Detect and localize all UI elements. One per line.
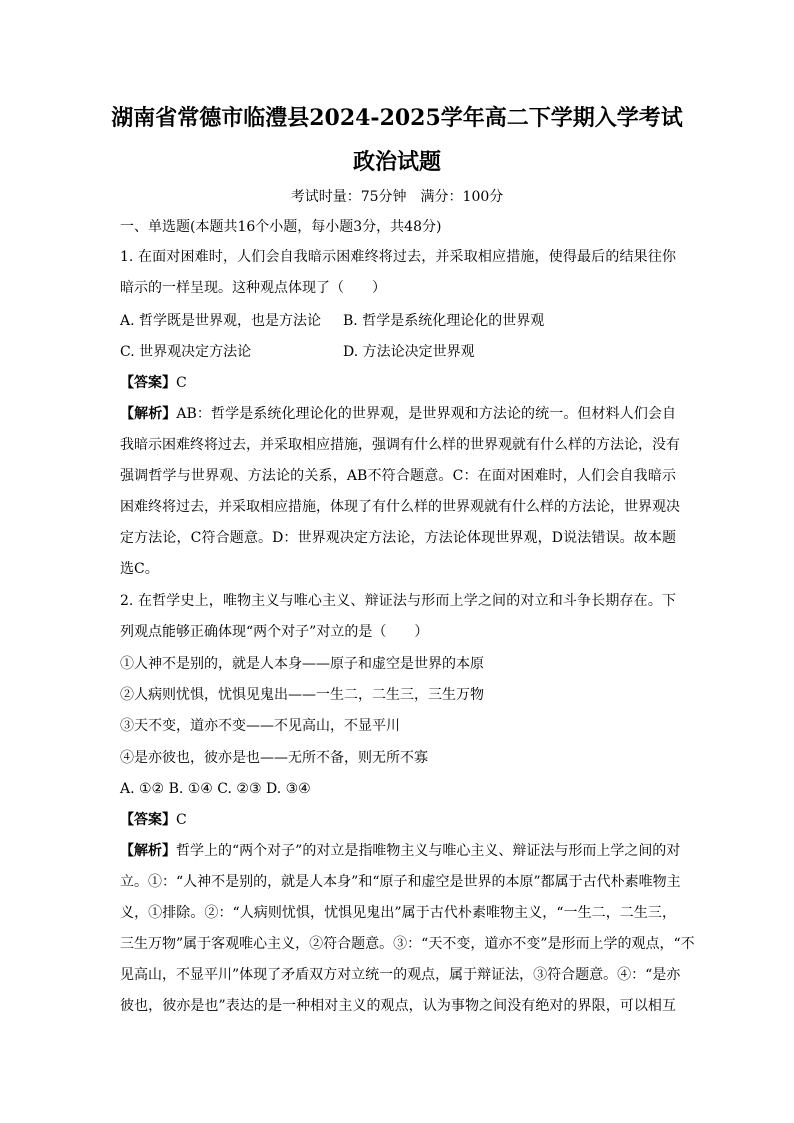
q1-analysis-line-2: 我暗示困难终将过去，并采取相应措施，强调有什么样的世界观就有什么样的方法论，没有	[120, 437, 680, 453]
q1-stem-line-1: 1. 在面对困难时，人们会自我暗示困难终将过去，并采取相应措施，使得最后的结果往你	[120, 249, 676, 265]
q2-item-3: ③天不变，道亦不变——不见高山，不显平川	[120, 718, 400, 734]
q2-analysis-label: 【解析】	[120, 843, 176, 859]
q2-analysis-line-5: 见高山，不显平川”体现了矛盾双方对立统一的观点，属于辩证法，③符合题意。④：“是亦	[120, 967, 681, 983]
q2-item-1: ①人神不是别的，就是人本身——原子和虚空是世界的本原	[120, 656, 484, 672]
q2-analysis-line-2: 立。①：“人神不是别的，就是人本身”和“原子和虚空是世界的本原”都属于古代朴素唯物主	[120, 874, 681, 890]
exam-info: 考试时量：75分钟 满分：100分	[290, 189, 504, 205]
q1-stem-line-2: 暗示的一样呈现。这种观点体现了（ ）	[120, 280, 386, 296]
q1-analysis-line-5: 定方法论，C符合题意。D：世界观决定方法论，方法论体现世界观，D说法错误。故本题	[120, 530, 676, 546]
q1-answer	[120, 373, 187, 393]
q2-stem-line-2: 列观点能够正确体现“两个对子”对立的是（ ）	[120, 624, 429, 640]
q2-answer-value: C	[176, 812, 187, 828]
q2-analysis-line-3: 义，①排除。②：“人病则忧惧，忧惧见鬼出”属于古代朴素唯物主义，“一生二，二生三，	[120, 905, 676, 921]
q2-options: A. ①② B. ①④ C. ②③ D. ③④	[120, 781, 311, 797]
q1-option-c: C. 世界观决定方法论	[120, 344, 252, 360]
title-line-2: 政治试题	[352, 149, 441, 175]
q2-analysis-line-4: 三生万物”属于客观唯心主义，②符合题意。③：“天不变，道亦不变”是形而上学的观点，“不	[120, 936, 695, 952]
q2-analysis-line-1	[120, 841, 681, 861]
q2-item-4: ④是亦彼也，彼亦是也——无所不备，则无所不寡	[120, 750, 428, 766]
q1-analysis-line-4: 困难终将过去，并采取相应措施，体现了有什么样的世界观就有什么样的方法论，世界观决	[120, 499, 680, 515]
title-line-1: 湖南省常德市临澧县2024-2025学年高二下学期入学考试	[111, 105, 683, 131]
q1-analysis-line-3: 强调哲学与世界观、方法论的关系，AB不符合题意。C：在面对困难时，人们会自我暗示	[120, 468, 676, 484]
q2-stem-line-1: 2. 在哲学史上，唯物主义与唯心主义、辩证法与形而上学之间的对立和斗争长期存在。下	[120, 593, 676, 609]
q2-analysis-text-1: 哲学上的“两个对子”的对立是指唯物主义与唯心主义、辩证法与形而上学之间的对	[176, 843, 681, 859]
q2-analysis-line-6: 彼也，彼亦是也”表达的是一种相对主义的观点，认为事物之间没有绝对的界限，可以相互	[120, 998, 676, 1014]
q1-analysis-line-1	[120, 404, 676, 424]
q1-analysis-text-1: AB：哲学是系统化理论化的世界观，是世界观和方法论的统一。但材料人们会自	[176, 406, 677, 422]
q2-answer	[120, 810, 187, 830]
section-heading: 一、单选题(本题共16个小题，每小题3分，共48分)	[120, 219, 442, 235]
q1-answer-value: C	[176, 375, 187, 391]
q2-answer-label: 【答案】	[120, 812, 176, 828]
q1-option-a: A. 哲学既是世界观，也是方法论	[120, 313, 322, 329]
q1-option-d: D. 方法论决定世界观	[343, 344, 475, 360]
q1-analysis-line-6: 选C。	[120, 561, 159, 577]
q1-analysis-label: 【解析】	[120, 406, 177, 422]
q1-answer-label: 【答案】	[120, 375, 176, 391]
q2-item-2: ②人病则忧惧，忧惧见鬼出——一生二，二生三，三生万物	[120, 687, 484, 703]
q1-option-b: B. 哲学是系统化理论化的世界观	[343, 313, 545, 329]
